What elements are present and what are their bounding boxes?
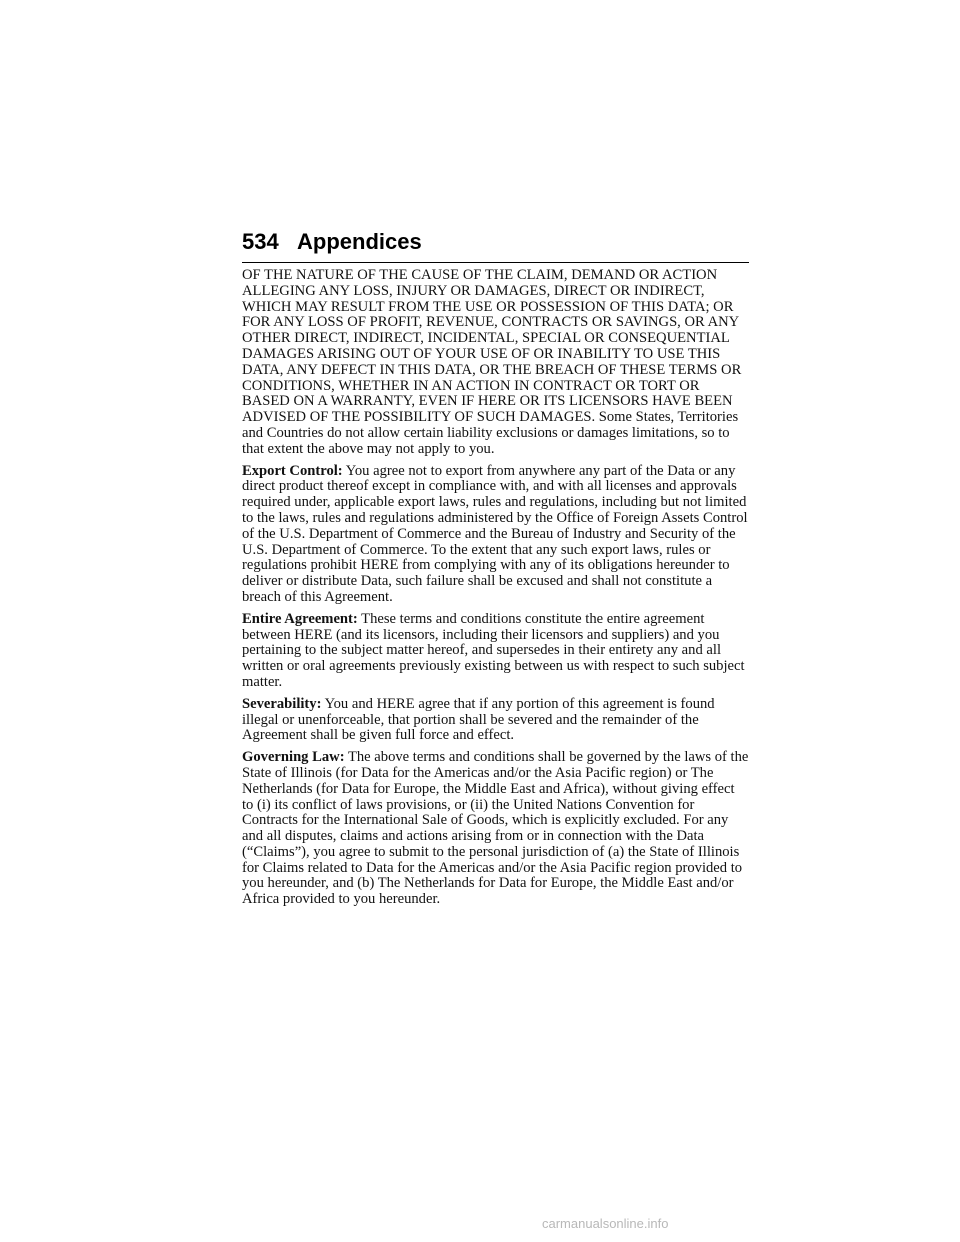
paragraph-term: Severability: bbox=[242, 695, 322, 712]
paragraph-text: You agree not to export from anywhere any part of the Data or any direct product thereof except in compliance with, and with all licenses and approvals required under, applicable export laws, rules and regulations, including but not limited to the laws, rules and regulations administered by the Office of Foreign Assets Control of the U.S. Department of Commerce and the Bureau of Industry and Security of the U.S. Department of Commerce. To the extent that any such export laws, rules or regulations prohibit HERE from complying with any of its obligations hereunder to deliver or distribute Data, such failure shall be excused and shall not constitute a breach of this Agreement. bbox=[242, 462, 748, 605]
paragraph-text: OF THE NATURE OF THE CAUSE OF THE CLAIM, DEMAND OR ACTION ALLEGING ANY LOSS, INJURY OR DAMAGES, DIRECT OR INDIRECT, WHICH MAY RESULT FROM THE USE OR POSSESSION OF THIS DATA; OR FOR ANY LOSS OF PROFIT, REVENUE, CONTRACTS OR SAVINGS, OR ANY OTHER DIRECT, INDIRECT, INCIDENTAL, SPECIAL OR CONSEQUENTIAL DAMAGES ARISING OUT OF YOUR USE OF OR INABILITY TO USE THIS DATA, ANY DEFECT IN THIS DATA, OR THE BREACH OF THESE TERMS OR CONDITIONS, WHETHER IN AN ACTION IN CONTRACT OR TORT OR BASED ON A WARRANTY, EVEN IF HERE OR ITS LICENSORS HAVE BEEN ADVISED OF THE POSSIBILITY OF SUCH DAMAGES. Some States, Territories and Countries do not allow certain liability exclusions or damages limitations, so to that extent the above may not apply to you. bbox=[242, 267, 742, 457]
paragraph-term: Export Control: bbox=[242, 462, 343, 479]
paragraph-severability bbox=[242, 697, 749, 744]
footer-watermark: carmanualsonline.info bbox=[542, 1216, 669, 1231]
section-title: Appendices bbox=[297, 229, 422, 254]
paragraph-term: Governing Law: bbox=[242, 749, 345, 766]
paragraph-text: These terms and conditions constitute the entire agreement between HERE (and its licensors, including their licensors and suppliers) and you pertaining to the subject matter hereof, and supersedes in their entirety any and all written or oral agreements previously existing between us with respect to such subject matter. bbox=[242, 610, 745, 690]
paragraph-text: The above terms and conditions shall be governed by the laws of the State of Illinois (for Data for the Americas and/or the Asia Pacific region) or The Netherlands (for Data for Europe, the Middle East and Africa), without giving effect to (i) its conflict of laws provisions, or (ii) the United Nations Convention for Contracts for the International Sale of Goods, which is explicitly excluded. For any and all disputes, claims and actions arising from or in connection with the Data (“Claims”), you agree to submit to the personal jurisdiction of (a) the State of Illinois for Claims related to Data for the Americas and/or the Asia Pacific region provided to you hereunder, and (b) The Netherlands for Data for Europe, the Middle East and/or Africa provided to you hereunder. bbox=[242, 749, 749, 908]
page-header bbox=[242, 228, 749, 263]
paragraph-governing-law bbox=[242, 750, 749, 908]
paragraph-text: You and HERE agree that if any portion of this agreement is found illegal or unenforceable, that portion shall be severed and the remainder of the Agreement shall be given full force and effect. bbox=[242, 695, 715, 744]
page-number: 534 bbox=[242, 229, 279, 254]
page-body bbox=[242, 268, 749, 914]
paragraph-export-control bbox=[242, 464, 749, 606]
paragraph-term: Entire Agreement: bbox=[242, 610, 358, 627]
paragraph-liability-continued bbox=[242, 268, 749, 458]
paragraph-entire-agreement bbox=[242, 612, 749, 691]
